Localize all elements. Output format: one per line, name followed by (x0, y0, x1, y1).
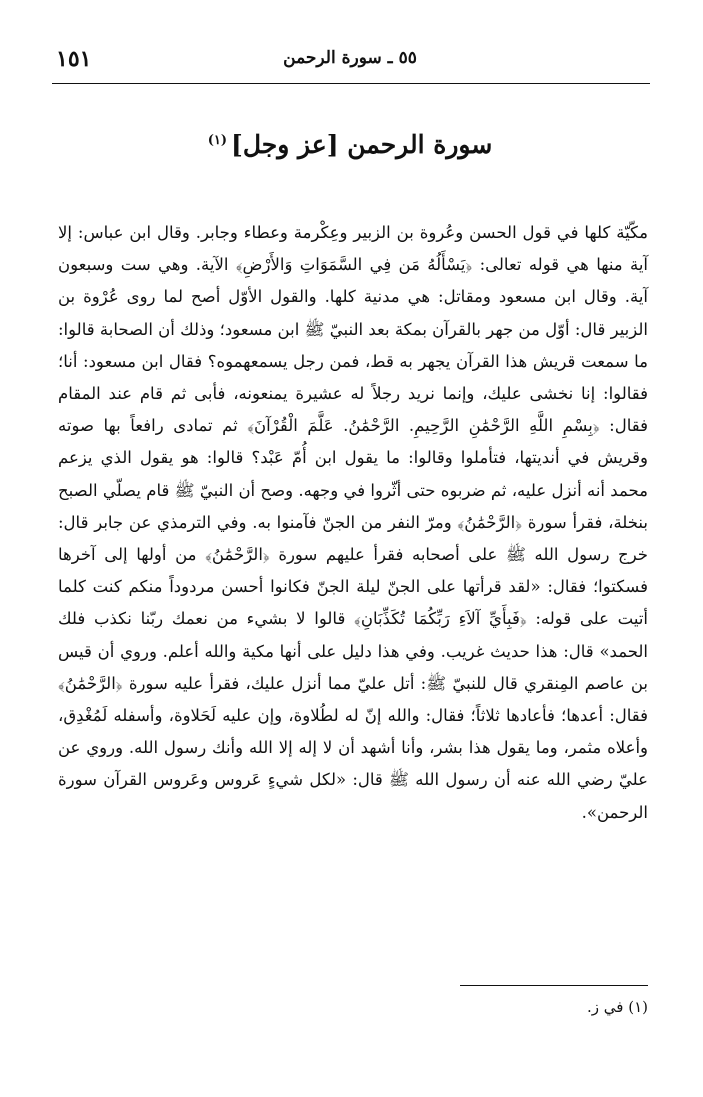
header-rule (52, 83, 650, 84)
title-footnote-marker: (١) (207, 132, 227, 148)
page-header (50, 44, 650, 74)
running-title: ٥٥ ـ سورة الرحمن (283, 48, 417, 68)
footnote: (١) في ز. (587, 998, 648, 1016)
surah-title-text: سورة الرحمن [عز وجل] (231, 130, 493, 159)
body-paragraph: مكّيّة كلها في قول الحسن وعُروة بن الزبير وعِكْرمة وعطاء وجابر. وقال ابن عباس: إلا آية منها هي قوله تعالى: ﴿يَسْأَلُهُ مَن فِي السَّمَوَاتِ وَالأَرْضِ﴾ الآية. وهي ست وسبعون آية. وقال ابن مسعود ومقاتل: هي مدنية كلها. والقول الأوّل أصح لما روى عُرْوة بن الزبير قال: أوّل من جهر بالقرآن بمكة بعد النبيّ ﷺ ابن مسعود؛ وذلك أن الصحابة قالوا: ما سمعت قريش هذا القرآن يجهر به قط، فمن رجل يسمعهموه؟ فقال ابن مسعود: أنا؛ فقالوا: إنا نخشى عليك، وإنما نريد رجلاً له عشيرة يمنعونه، فأبى ثم قام عند المقام فقال: ﴿بِسْمِ اللَّهِ الرَّحْمَٰنِ الرَّحِيمِ. الرَّحْمَٰنُ. عَلَّمَ الْقُرْآنَ﴾ ثم تمادى رافعاً بها صوته وقريش في أنديتها، فتأملوا وقالوا: ما يقول ابن أُمّ عَبْد؟ قالوا: هو يقول الذي يزعم محمد أنه أنزل عليه، ثم ضربوه حتى أثّروا في وجهه. وصح أن النبيّ ﷺ قام يصلّي الصبح بنخلة، فقرأ سورة ﴿الرَّحْمَٰنُ﴾ ومرّ النفر من الجنّ فآمنوا به. وفي الترمذي عن جابر قال: خرج رسول الله ﷺ على أصحابه فقرأ عليهم سورة ﴿الرَّحْمَٰنُ﴾ من أولها إلى آخرها فسكتوا؛ فقال: «لقد قرأتها على الجنّ ليلة الجنّ فكانوا أحسن مردوداً منكم كنت كلما أتيت على قوله: ﴿فَبِأَيِّ آلاَءِ رَبِّكُمَا تُكَذِّبَانِ﴾ قالوا لا بشيء من نعمك ربّنا نكذب فلك الحمد» قال: هذا حديث غريب. وفي هذا دليل على أنها مكية والله أعلم. وروي أن قيس بن عاصم المِنقري قال للنبيّ ﷺ: أتل عليّ مما أنزل عليك، فقرأ عليه سورة ﴿الرَّحْمَٰنُ﴾ فقال: أعدها؛ فأعادها ثلاثاً؛ فقال: والله إنّ له لطُلاوة، وإن عليه لَحَلاوة، وأسفله لَمُغْدِق، وأعلاه مثمر، وما يقول هذا بشر، وأنا أشهد أن لا إله إلا الله وأنك رسول الله. وروي عن عليّ رضي الله عنه أن رسول الله ﷺ قال: «لكل شيءٍ عَروس وعَروس القرآن سورة الرحمن». (58, 223, 648, 822)
surah-title (60, 130, 640, 159)
footnote-rule (460, 985, 648, 986)
body-text (58, 217, 648, 829)
page-number: ١٥١ (56, 46, 92, 72)
